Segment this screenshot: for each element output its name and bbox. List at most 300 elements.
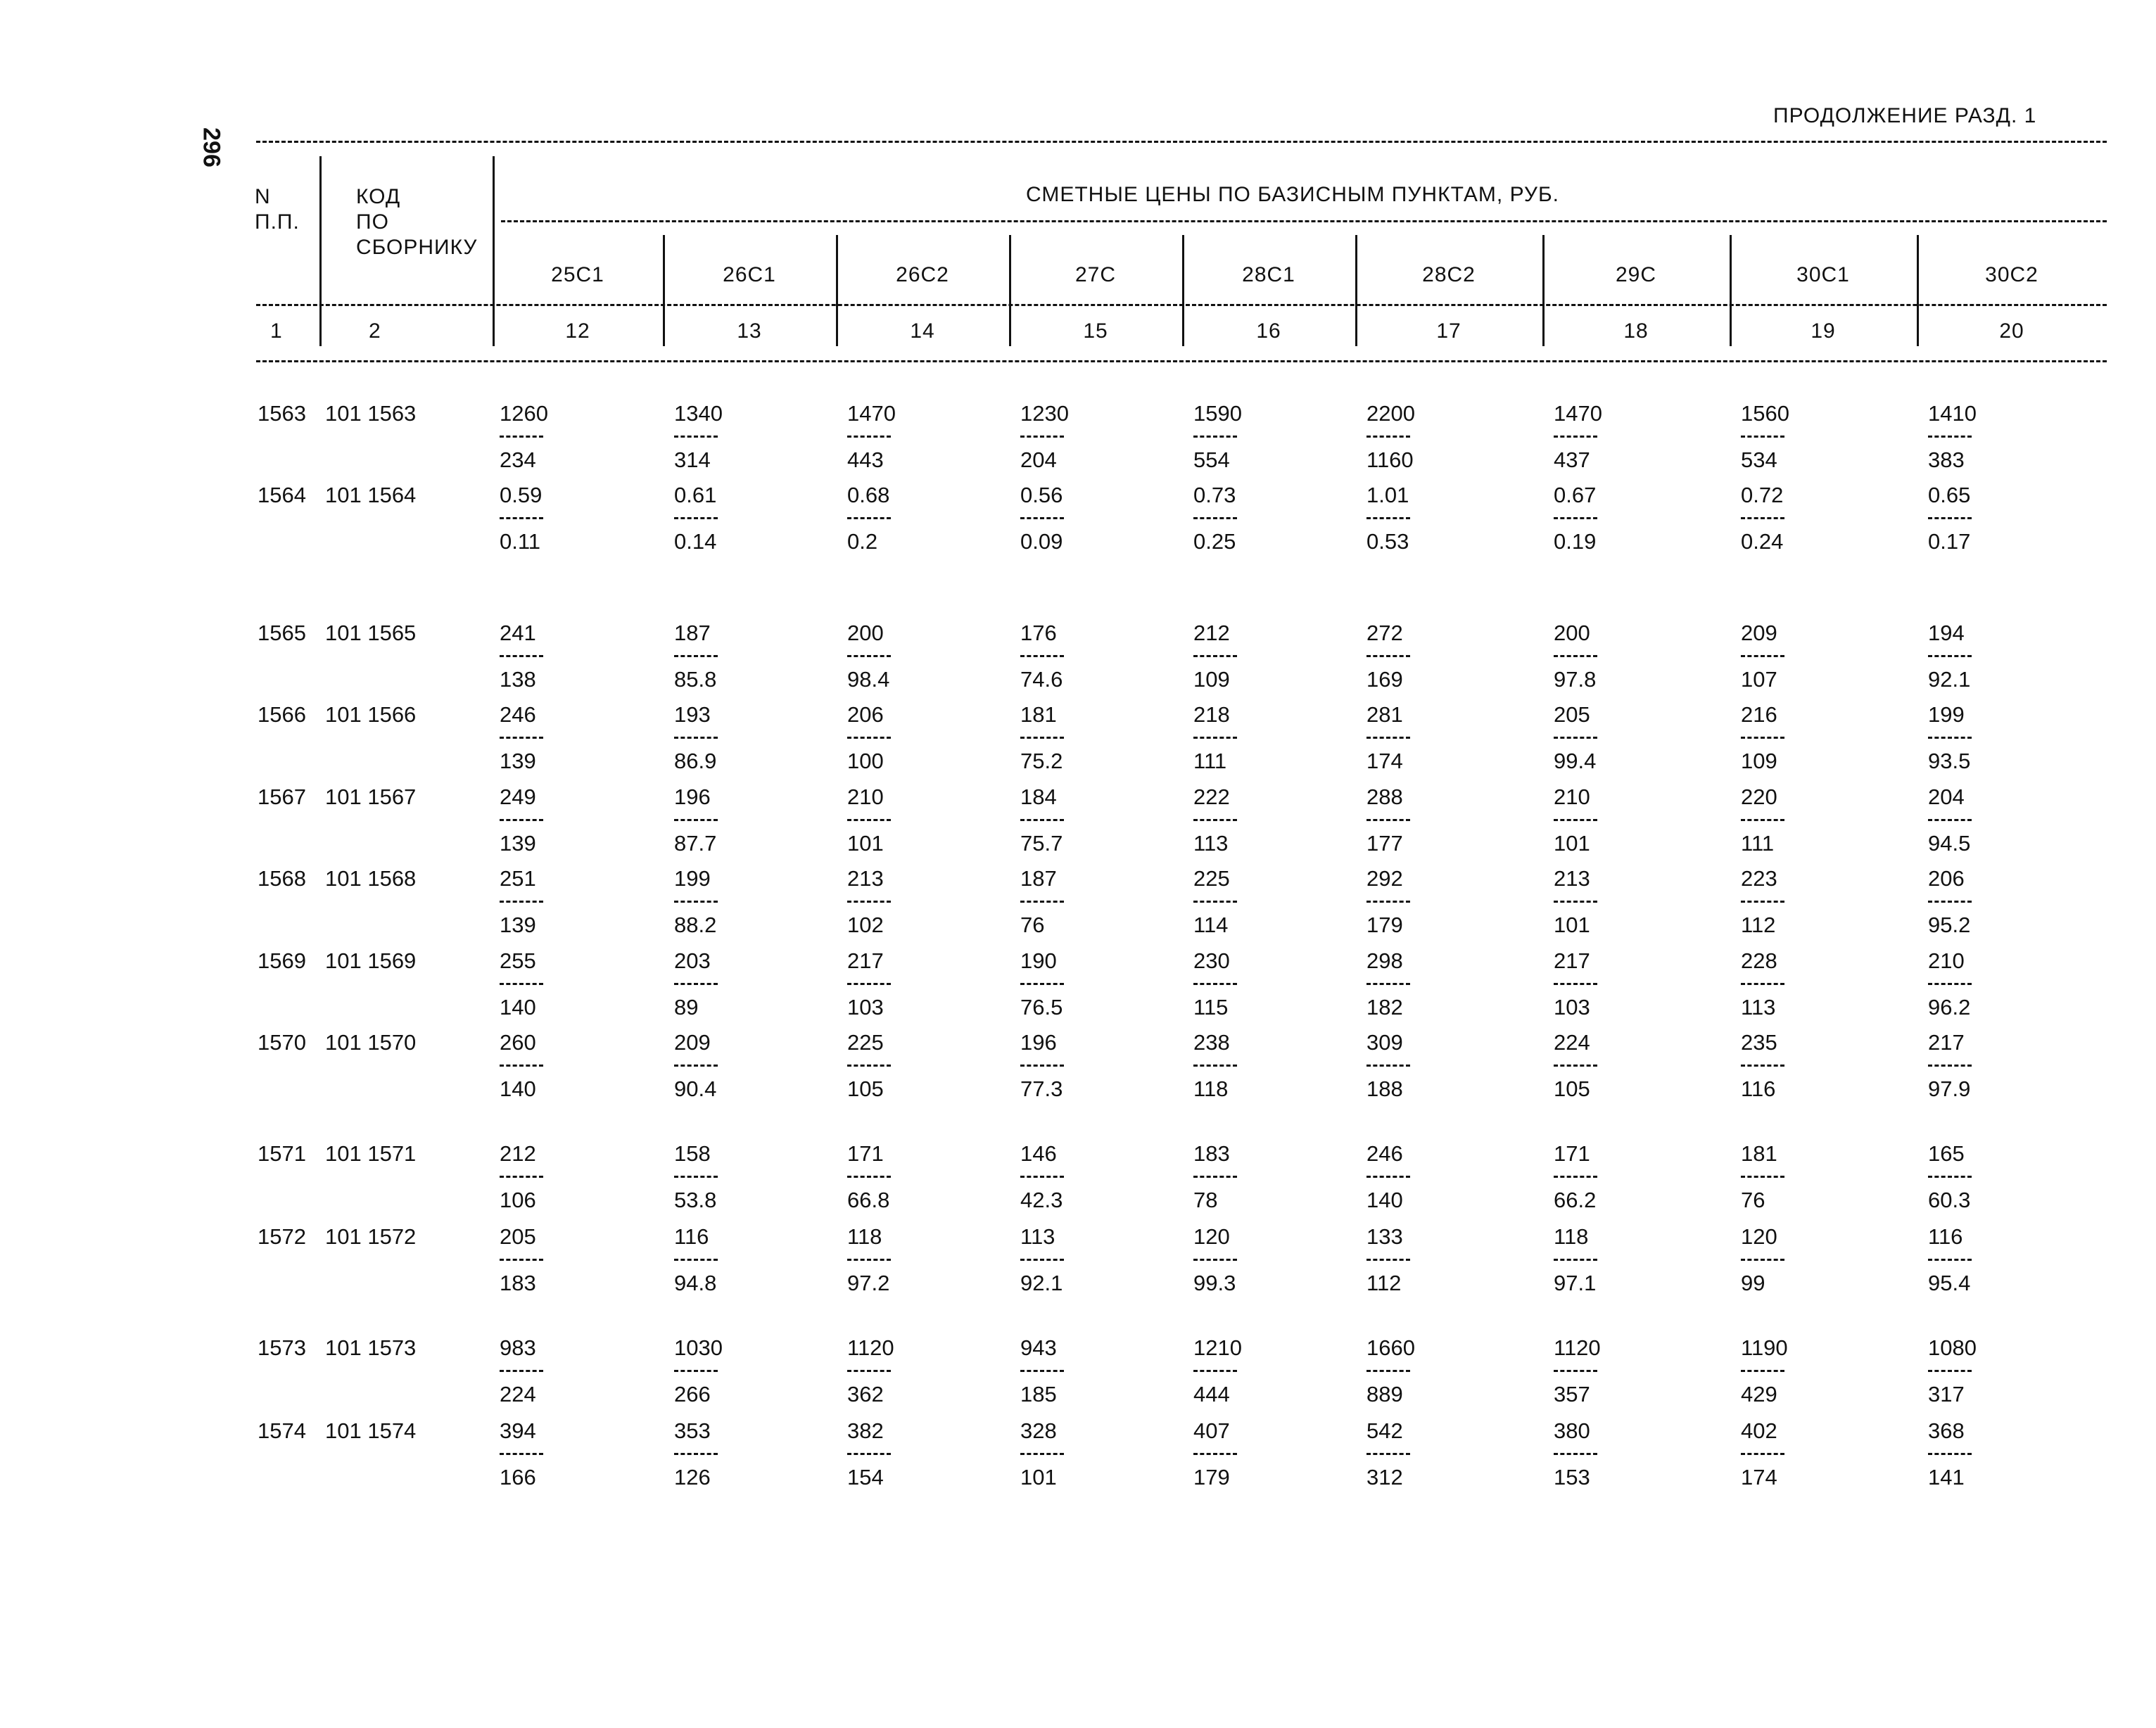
price-numerator: 1120: [847, 1335, 894, 1360]
price-denominator: 141: [1928, 1465, 1965, 1489]
price-denominator: 107: [1741, 667, 1777, 692]
price-cell: [500, 1226, 543, 1294]
price-denominator: 99.4: [1554, 749, 1597, 773]
price-cell: [500, 1420, 543, 1488]
price-numerator: 181: [1741, 1141, 1777, 1166]
price-denominator: 234: [500, 447, 536, 472]
price-numerator: 217: [1554, 948, 1590, 973]
price-cell: [1193, 1337, 1242, 1405]
price-numerator: 225: [1193, 866, 1230, 891]
fraction-bar: [1020, 901, 1064, 903]
price-cell: [1366, 622, 1410, 690]
header-separator: [493, 156, 495, 346]
row-number: 1567: [258, 784, 306, 809]
price-denominator: 111: [1193, 749, 1227, 773]
price-numerator: 353: [674, 1418, 711, 1443]
price-denominator: 0.2: [847, 529, 878, 554]
price-denominator: 109: [1741, 749, 1777, 773]
fraction-bar: [1928, 517, 1972, 519]
price-denominator: 96.2: [1928, 995, 1971, 1019]
price-cell: [674, 1031, 718, 1100]
fraction-bar: [847, 436, 891, 438]
fraction-bar: [1554, 655, 1597, 657]
price-denominator: 76: [1020, 913, 1045, 937]
fraction-bar: [1741, 901, 1784, 903]
price-denominator: 109: [1193, 667, 1230, 692]
price-cell: [674, 950, 718, 1018]
price-cell: [1928, 1031, 1972, 1100]
price-numerator: 394: [500, 1418, 536, 1443]
price-cell: [1193, 704, 1237, 772]
price-denominator: 204: [1020, 447, 1057, 472]
price-numerator: 218: [1193, 702, 1230, 727]
price-cell: [1554, 484, 1597, 552]
fraction-bar: [1020, 517, 1064, 519]
header-point-label: 26С1: [723, 263, 776, 286]
price-denominator: 889: [1366, 1382, 1403, 1406]
price-cell: [674, 484, 718, 552]
price-denominator: 139: [500, 831, 536, 856]
row-number: 1573: [258, 1335, 306, 1360]
price-cell: [1741, 1226, 1784, 1294]
price-cell: [1193, 1420, 1237, 1488]
price-denominator: 138: [500, 667, 536, 692]
price-cell: [1554, 704, 1597, 772]
price-denominator: 60.3: [1928, 1188, 1971, 1212]
fraction-bar: [1554, 737, 1597, 739]
fraction-bar: [1020, 983, 1064, 985]
price-denominator: 103: [1554, 995, 1590, 1019]
price-denominator: 66.2: [1554, 1188, 1597, 1212]
price-numerator: 193: [674, 702, 711, 727]
price-numerator: 205: [1554, 702, 1590, 727]
fraction-bar: [1554, 819, 1597, 821]
price-denominator: 100: [847, 749, 884, 773]
price-numerator: 206: [847, 702, 884, 727]
row-number: 1574: [258, 1418, 306, 1443]
price-cell: [847, 1337, 894, 1405]
fraction-bar: [674, 1259, 718, 1261]
price-numerator: 249: [500, 784, 536, 809]
header-point-label: 30С2: [1985, 263, 2038, 286]
price-numerator: 204: [1928, 784, 1965, 809]
fraction-bar: [1020, 436, 1064, 438]
header-col-number: 19: [1811, 319, 1836, 343]
price-numerator: 0.59: [500, 483, 543, 507]
price-cell: [500, 868, 543, 936]
price-cell: [1020, 704, 1064, 772]
price-denominator: 97.8: [1554, 667, 1597, 692]
price-cell: [1366, 1143, 1410, 1211]
fraction-bar: [1193, 983, 1237, 985]
price-numerator: 171: [1554, 1141, 1590, 1166]
header-point-label: 25С1: [551, 263, 604, 286]
header-col-number: 20: [1999, 319, 2024, 343]
fraction-bar: [1366, 819, 1410, 821]
price-denominator: 140: [1366, 1188, 1403, 1212]
price-cell: [1928, 622, 1972, 690]
row-code: 101 1563: [325, 401, 417, 426]
price-cell: [1741, 868, 1784, 936]
header-mid-rule: [501, 220, 2107, 222]
price-cell: [1366, 868, 1410, 936]
price-denominator: 112: [1741, 913, 1776, 937]
fraction-bar: [1928, 436, 1972, 438]
fraction-bar: [674, 1453, 718, 1455]
price-numerator: 288: [1366, 784, 1403, 809]
price-numerator: 213: [1554, 866, 1590, 891]
row-number: 1564: [258, 483, 306, 507]
price-cell: [1554, 1031, 1597, 1100]
price-cell: [674, 1420, 718, 1488]
price-numerator: 1120: [1554, 1335, 1601, 1360]
price-denominator: 383: [1928, 447, 1965, 472]
fraction-bar: [674, 983, 718, 985]
price-numerator: 222: [1193, 784, 1230, 809]
header-separator: [1355, 235, 1357, 346]
price-numerator: 187: [1020, 866, 1057, 891]
price-numerator: 1470: [1554, 401, 1602, 426]
fraction-bar: [847, 819, 891, 821]
row-number: 1570: [258, 1030, 306, 1055]
price-denominator: 0.17: [1928, 529, 1971, 554]
price-numerator: 368: [1928, 1418, 1965, 1443]
price-denominator: 140: [500, 995, 536, 1019]
price-cell: [500, 786, 543, 854]
fraction-bar: [847, 1370, 891, 1372]
fraction-bar: [1366, 1453, 1410, 1455]
price-denominator: 102: [847, 913, 884, 937]
price-numerator: 200: [847, 621, 884, 645]
price-numerator: 251: [500, 866, 536, 891]
header-separator: [1009, 235, 1011, 346]
price-cell: [1366, 786, 1410, 854]
price-denominator: 105: [1554, 1076, 1590, 1101]
price-numerator: 216: [1741, 702, 1777, 727]
price-denominator: 97.1: [1554, 1271, 1597, 1295]
price-cell: [1741, 1337, 1788, 1405]
price-numerator: 0.72: [1741, 483, 1784, 507]
fraction-bar: [1020, 1065, 1064, 1067]
price-numerator: 184: [1020, 784, 1057, 809]
row-number: 1565: [258, 621, 306, 645]
fraction-bar: [500, 983, 543, 985]
price-numerator: 171: [847, 1141, 884, 1166]
price-denominator: 97.9: [1928, 1076, 1971, 1101]
fraction-bar: [1928, 901, 1972, 903]
header-bottom-rule: [256, 360, 2107, 362]
fraction-bar: [1193, 1065, 1237, 1067]
price-denominator: 87.7: [674, 831, 717, 856]
price-numerator: 1590: [1193, 401, 1242, 426]
price-numerator: 943: [1020, 1335, 1057, 1360]
price-numerator: 382: [847, 1418, 884, 1443]
price-denominator: 97.2: [847, 1271, 890, 1295]
price-denominator: 89: [674, 995, 699, 1019]
price-cell: [1020, 402, 1069, 471]
price-numerator: 118: [1554, 1224, 1589, 1249]
price-cell: [1554, 1337, 1601, 1405]
fraction-bar: [1928, 655, 1972, 657]
price-cell: [1554, 622, 1597, 690]
fraction-bar: [847, 901, 891, 903]
price-cell: [1741, 1143, 1784, 1211]
price-cell: [1928, 704, 1972, 772]
price-cell: [500, 1031, 543, 1100]
price-denominator: 90.4: [674, 1076, 717, 1101]
price-cell: [500, 950, 543, 1018]
price-denominator: 183: [500, 1271, 536, 1295]
row-code: 101 1570: [325, 1030, 417, 1055]
price-numerator: 116: [1928, 1224, 1963, 1249]
price-cell: [674, 868, 718, 936]
price-denominator: 99: [1741, 1271, 1765, 1295]
price-cell: [674, 1337, 723, 1405]
price-denominator: 95.4: [1928, 1271, 1971, 1295]
price-numerator: 255: [500, 948, 536, 973]
price-denominator: 126: [674, 1465, 711, 1489]
price-numerator: 1470: [847, 401, 896, 426]
price-cell: [1366, 1226, 1410, 1294]
fraction-bar: [500, 819, 543, 821]
price-denominator: 443: [847, 447, 884, 472]
header-separator: [1542, 235, 1545, 346]
fraction-bar: [1741, 1065, 1784, 1067]
price-denominator: 174: [1366, 749, 1403, 773]
price-cell: [1193, 868, 1237, 936]
price-cell: [500, 402, 548, 471]
fraction-bar: [1193, 1259, 1237, 1261]
row-number: 1569: [258, 948, 306, 973]
fraction-bar: [1554, 983, 1597, 985]
row-number: 1566: [258, 702, 306, 727]
price-denominator: 153: [1554, 1465, 1590, 1489]
price-cell: [847, 786, 891, 854]
price-cell: [1554, 1420, 1597, 1488]
price-denominator: 101: [847, 831, 884, 856]
price-numerator: 158: [674, 1141, 711, 1166]
price-cell: [847, 1420, 891, 1488]
price-denominator: 177: [1366, 831, 1403, 856]
fraction-bar: [1554, 1176, 1597, 1178]
header-separator: [1730, 235, 1732, 346]
price-numerator: 199: [674, 866, 711, 891]
price-denominator: 0.53: [1366, 529, 1409, 554]
fraction-bar: [847, 1065, 891, 1067]
fraction-bar: [847, 655, 891, 657]
price-numerator: 2200: [1366, 401, 1415, 426]
price-denominator: 94.8: [674, 1271, 717, 1295]
price-numerator: 1.01: [1366, 483, 1409, 507]
price-denominator: 437: [1554, 447, 1590, 472]
fraction-bar: [1366, 655, 1410, 657]
price-denominator: 0.14: [674, 529, 717, 554]
row-code: 101 1573: [325, 1335, 417, 1360]
price-numerator: 213: [847, 866, 884, 891]
fraction-bar: [1193, 655, 1237, 657]
fraction-bar: [674, 655, 718, 657]
header-separator: [663, 235, 665, 346]
price-numerator: 402: [1741, 1418, 1777, 1443]
price-cell: [500, 484, 543, 552]
price-denominator: 92.1: [1020, 1271, 1063, 1295]
price-cell: [847, 622, 891, 690]
price-denominator: 179: [1366, 913, 1403, 937]
fraction-bar: [1741, 517, 1784, 519]
header-separator: [836, 235, 838, 346]
price-cell: [1193, 484, 1237, 552]
header-col-number: 14: [910, 319, 935, 343]
fraction-bar: [500, 1065, 543, 1067]
price-numerator: 0.61: [674, 483, 717, 507]
fraction-bar: [500, 1259, 543, 1261]
price-denominator: 115: [1193, 995, 1229, 1019]
fraction-bar: [1366, 1065, 1410, 1067]
fraction-bar: [1554, 1259, 1597, 1261]
row-code: 101 1571: [325, 1141, 417, 1166]
price-cell: [1741, 786, 1784, 854]
price-denominator: 95.2: [1928, 913, 1971, 937]
fraction-bar: [1741, 737, 1784, 739]
price-numerator: 238: [1193, 1030, 1230, 1055]
fraction-bar: [1741, 983, 1784, 985]
price-numerator: 116: [674, 1224, 709, 1249]
price-numerator: 1230: [1020, 401, 1069, 426]
fraction-bar: [1366, 517, 1410, 519]
price-cell: [1741, 484, 1784, 552]
price-denominator: 317: [1928, 1382, 1965, 1406]
fraction-bar: [1928, 983, 1972, 985]
price-numerator: 1410: [1928, 401, 1977, 426]
price-cell: [500, 1143, 543, 1211]
price-numerator: 0.56: [1020, 483, 1063, 507]
row-code: 101 1565: [325, 621, 417, 645]
price-cell: [1554, 402, 1602, 471]
price-cell: [1366, 1031, 1410, 1100]
price-cell: [1928, 1337, 1977, 1405]
price-numerator: 0.73: [1193, 483, 1236, 507]
price-denominator: 106: [500, 1188, 536, 1212]
fraction-bar: [1928, 1453, 1972, 1455]
fraction-bar: [500, 517, 543, 519]
fraction-bar: [674, 436, 718, 438]
header-sub-rule: [256, 304, 2107, 306]
price-cell: [1193, 622, 1237, 690]
price-denominator: 182: [1366, 995, 1403, 1019]
row-code: 101 1572: [325, 1224, 417, 1249]
price-cell: [847, 950, 891, 1018]
price-denominator: 88.2: [674, 913, 717, 937]
price-denominator: 154: [847, 1465, 884, 1489]
price-denominator: 53.8: [674, 1188, 717, 1212]
price-cell: [1741, 1031, 1784, 1100]
fraction-bar: [1193, 436, 1237, 438]
row-code: 101 1568: [325, 866, 417, 891]
price-cell: [1366, 1420, 1410, 1488]
price-numerator: 260: [500, 1030, 536, 1055]
fraction-bar: [1020, 819, 1064, 821]
price-numerator: 235: [1741, 1030, 1777, 1055]
fraction-bar: [1741, 1176, 1784, 1178]
fraction-bar: [1193, 901, 1237, 903]
price-denominator: 534: [1741, 447, 1777, 472]
price-numerator: 118: [847, 1224, 882, 1249]
fraction-bar: [1554, 1453, 1597, 1455]
price-denominator: 85.8: [674, 667, 717, 692]
fraction-bar: [847, 517, 891, 519]
price-cell: [1020, 786, 1064, 854]
price-cell: [674, 622, 718, 690]
price-denominator: 185: [1020, 1382, 1057, 1406]
price-denominator: 105: [847, 1076, 884, 1101]
fraction-bar: [1928, 819, 1972, 821]
price-denominator: 0.24: [1741, 529, 1784, 554]
fraction-bar: [1554, 901, 1597, 903]
fraction-bar: [1928, 1065, 1972, 1067]
price-cell: [1193, 1031, 1237, 1100]
header-col-number: 13: [737, 319, 762, 343]
price-numerator: 983: [500, 1335, 536, 1360]
price-numerator: 176: [1020, 621, 1057, 645]
row-number: 1563: [258, 401, 306, 426]
price-numerator: 246: [500, 702, 536, 727]
price-numerator: 292: [1366, 866, 1403, 891]
fraction-bar: [1193, 517, 1237, 519]
price-numerator: 210: [1554, 784, 1590, 809]
fraction-bar: [847, 737, 891, 739]
header-prices-title: СМЕТНЫЕ ЦЕНЫ ПО БАЗИСНЫМ ПУНКТАМ, РУБ.: [1026, 183, 1559, 206]
fraction-bar: [1928, 1176, 1972, 1178]
price-cell: [1554, 786, 1597, 854]
price-numerator: 120: [1741, 1224, 1777, 1249]
price-denominator: 314: [674, 447, 711, 472]
price-denominator: 113: [1741, 995, 1776, 1019]
fraction-bar: [674, 901, 718, 903]
price-denominator: 101: [1554, 913, 1590, 937]
price-denominator: 169: [1366, 667, 1403, 692]
price-cell: [1554, 950, 1597, 1018]
price-cell: [1193, 1143, 1237, 1211]
price-numerator: 380: [1554, 1418, 1590, 1443]
price-denominator: 1160: [1366, 447, 1414, 472]
price-cell: [1020, 484, 1064, 552]
fraction-bar: [1366, 1176, 1410, 1178]
fraction-bar: [1366, 983, 1410, 985]
fraction-bar: [1741, 436, 1784, 438]
price-numerator: 120: [1193, 1224, 1230, 1249]
price-cell: [1020, 1337, 1064, 1405]
fraction-bar: [1741, 1259, 1784, 1261]
price-denominator: 188: [1366, 1076, 1403, 1101]
fraction-bar: [1193, 1370, 1237, 1372]
fraction-bar: [500, 1176, 543, 1178]
header-code-label: КОД: [356, 185, 401, 208]
price-cell: [1741, 704, 1784, 772]
price-numerator: 217: [1928, 1030, 1965, 1055]
header-point-label: 30С1: [1796, 263, 1850, 286]
price-numerator: 200: [1554, 621, 1590, 645]
fraction-bar: [500, 901, 543, 903]
price-denominator: 114: [1193, 913, 1229, 937]
price-denominator: 166: [500, 1465, 536, 1489]
price-cell: [1193, 950, 1237, 1018]
price-numerator: 328: [1020, 1418, 1057, 1443]
price-cell: [847, 1226, 891, 1294]
price-denominator: 179: [1193, 1465, 1230, 1489]
price-denominator: 174: [1741, 1465, 1777, 1489]
price-cell: [1928, 484, 1972, 552]
price-numerator: 205: [500, 1224, 536, 1249]
